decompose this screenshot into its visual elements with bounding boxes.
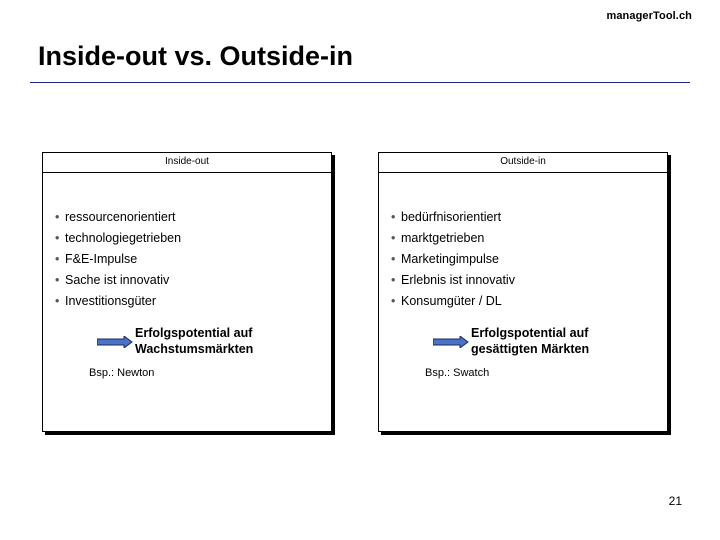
example-label: Bsp.: Newton [89,367,155,379]
list-item [391,249,661,270]
list-item-label: ressourcenorientiert [65,210,176,224]
list-item [391,291,661,312]
bullet-list-inside-out [55,207,325,312]
bullet-dot-icon: • [55,231,60,245]
conclusion-line: gesättigten Märkten [471,342,590,356]
panel-inside-out [42,152,332,432]
conclusion-line: Wachstumsmärkten [135,342,254,356]
list-item [391,207,661,228]
list-item-label: Konsumgüter / DL [401,294,502,308]
conclusion-line: Erfolgspotential auf [135,326,253,340]
bullet-dot-icon: • [55,252,60,266]
page-number: 21 [668,494,682,508]
brand-label: managerTool.ch [606,10,692,22]
list-item [55,291,325,312]
list-item [55,270,325,291]
bullet-list-outside-in [391,207,661,312]
conclusion-line: Erfolgspotential auf [471,326,589,340]
bullet-dot-icon: • [55,273,60,287]
bullet-dot-icon: • [391,273,396,287]
bullet-dot-icon: • [391,252,396,266]
conclusion-inside-out [97,325,327,359]
conclusion-text [135,325,253,357]
list-item-label: Investitionsgüter [65,294,157,308]
arrow-right-icon [433,336,469,348]
conclusion-outside-in [433,325,663,359]
list-item [55,207,325,228]
list-item [55,228,325,249]
panel-outside-in [378,152,668,432]
page-title: Inside-out vs. Outside-in [38,41,354,71]
title-divider [30,82,690,83]
list-item [391,228,661,249]
list-item-label: bedürfnisorientiert [401,210,502,224]
bullet-dot-icon: • [55,210,60,224]
list-item [55,249,325,270]
arrow-right-icon [97,336,133,348]
list-item-label: Sache ist innovativ [65,273,170,287]
list-item-label: Marketingimpulse [401,252,499,266]
list-item-label: marktgetrieben [401,231,485,245]
list-item-label: Erlebnis ist innovativ [401,273,515,287]
bullet-dot-icon: • [391,294,396,308]
bullet-dot-icon: • [391,210,396,224]
panel-header-outside-in: Outside-in [379,153,667,173]
bullet-dot-icon: • [391,231,396,245]
conclusion-text [471,325,589,357]
bullet-dot-icon: • [55,294,60,308]
list-item-label: technologiegetrieben [65,231,182,245]
list-item [391,270,661,291]
panel-header-inside-out: Inside-out [43,153,331,173]
example-label: Bsp.: Swatch [425,367,490,379]
list-item-label: F&E-Impulse [65,252,138,266]
